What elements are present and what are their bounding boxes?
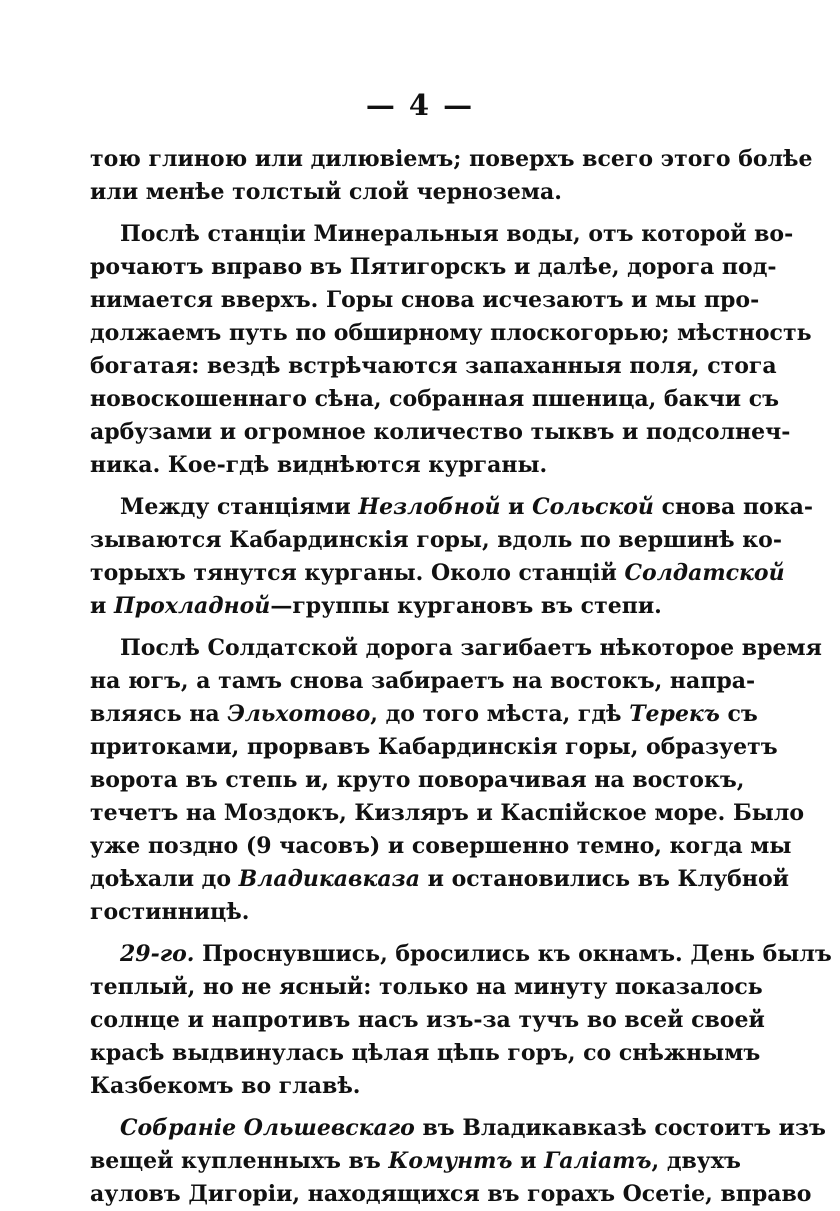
- text-line: вляясь на Эльхотово, до того мѣста, гдѣ Терекъ съ: [90, 701, 758, 727]
- text-line: красѣ выдвинулась цѣлая цѣпь горъ, со снѣжнымъ: [90, 1040, 761, 1066]
- text-line: уже поздно (9 часовъ) и совершенно темно, когда мы: [90, 833, 792, 859]
- text-line: солнце и напротивъ насъ изъ-за тучъ во всей своей: [90, 1007, 765, 1033]
- text-line: богатая: вездѣ встрѣчаются запаханныя поля, стога: [90, 353, 777, 379]
- place-name: Эльхотово: [227, 701, 371, 727]
- text-line: ворота въ степь и, круто поворачивая на востокъ,: [90, 767, 745, 793]
- text-line: 29-го. Проснувшись, бросились къ окнамъ. День былъ: [120, 941, 832, 967]
- text-line: доѣхали до Владикавказа и остановились въ Клубной: [90, 866, 789, 892]
- text-line: должаемъ путь по обширному плоскогорью; мѣстность: [90, 320, 812, 346]
- text-line: торыхъ тянутся курганы. Около станцій Солдатской: [90, 560, 785, 586]
- text-line: тою глиною или дилювіемъ; поверхъ всего этого болѣе: [90, 146, 813, 172]
- body-text: [90, 143, 832, 1211]
- text-line: ауловъ Дигоріи, находящихся въ горахъ Осетіе, вправо: [90, 1181, 812, 1207]
- place-name: Владикавказа: [238, 866, 420, 892]
- text-line: Казбекомъ во главѣ.: [90, 1073, 361, 1099]
- date-label: 29-го.: [120, 941, 195, 967]
- text-line: ника. Кое-гдѣ виднѣются курганы.: [90, 452, 548, 478]
- text-line: нимается вверхъ. Горы снова исчезаютъ и мы про-: [90, 287, 760, 313]
- text-line: теплый, но не ясный: только на минуту показалось: [90, 974, 763, 1000]
- text-line: рочаютъ вправо въ Пятигорскъ и далѣе, дорога под-: [90, 254, 777, 280]
- text-line: или менѣе толстый слой чернозема.: [90, 179, 562, 205]
- text-line: гостинницѣ.: [90, 899, 250, 925]
- text-line: Послѣ Солдатской дорога загибаетъ нѣкоторое время: [120, 635, 822, 661]
- place-name: Терекъ: [629, 701, 720, 727]
- text-line: течетъ на Моздокъ, Кизляръ и Каспійское море. Было: [90, 800, 805, 826]
- place-name: Незлобной: [358, 494, 501, 520]
- text-line: Между станціями Незлобной и Сольской снова пока-: [120, 494, 814, 520]
- text-line: Послѣ станціи Минеральныя воды, отъ которой во-: [120, 221, 794, 247]
- place-name: Сольской: [532, 494, 654, 520]
- text-line: зываются Кабардинскія горы, вдоль по вершинѣ ко-: [90, 527, 782, 553]
- text-line: вещей купленныхъ въ Комунтъ и Галіатъ, двухъ: [90, 1148, 741, 1174]
- place-name: Прохладной: [113, 593, 271, 619]
- text-line: новоскошеннаго сѣна, собранная пшеница, бакчи съ: [90, 386, 780, 412]
- text-line: арбузами и огромное количество тыквъ и подсолнеч-: [90, 419, 791, 445]
- text-line: на югъ, а тамъ снова забираетъ на востокъ, напра-: [90, 668, 756, 694]
- place-name: Галіатъ: [544, 1148, 652, 1174]
- text-line: Собраніе Ольшевскаго въ Владикавказѣ состоитъ изъ: [120, 1115, 826, 1141]
- text-line: притоками, прорвавъ Кабардинскія горы, образуетъ: [90, 734, 778, 760]
- collection-name: Собраніе Ольшевскаго: [120, 1115, 415, 1141]
- page-number: — 4 —: [365, 88, 475, 122]
- text-line: и Прохладной—группы кургановъ въ степи.: [90, 593, 662, 619]
- place-name: Комунтъ: [388, 1148, 513, 1174]
- place-name: Солдатской: [624, 560, 785, 586]
